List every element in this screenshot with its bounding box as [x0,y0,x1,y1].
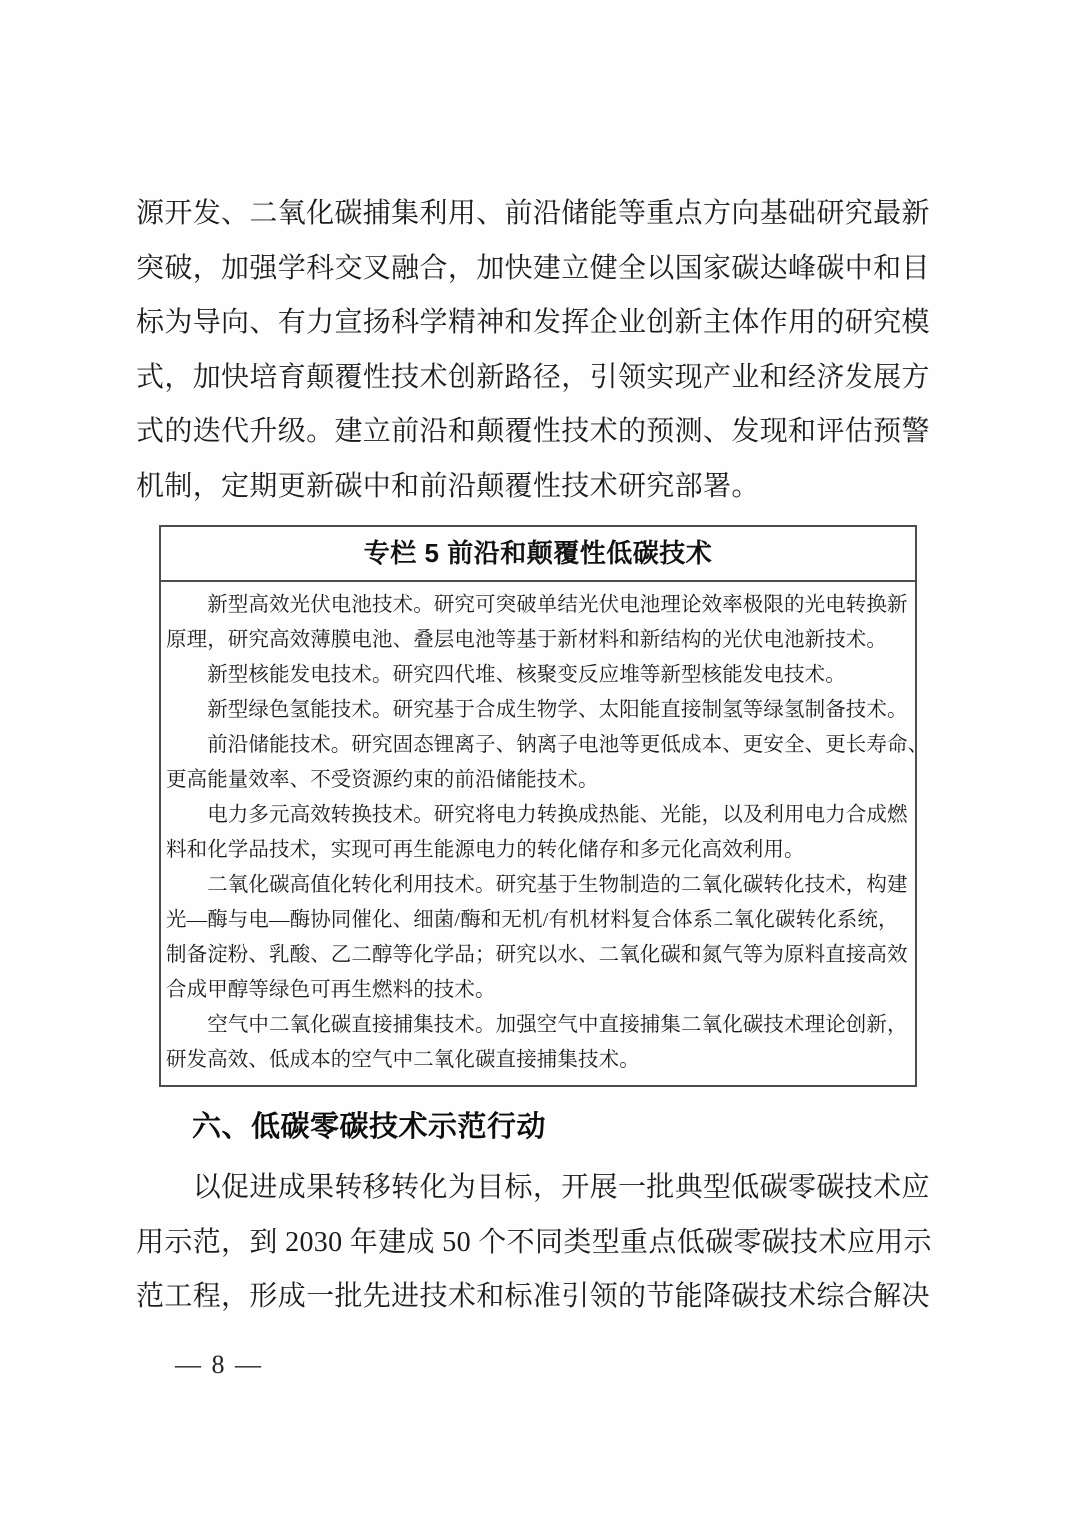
callout-line: 原理，研究高效薄膜电池、叠层电池等基于新材料和新结构的光伏电池新技术。 [166,629,887,651]
callout-line: 前沿储能技术。研究固态锂离子、钠离子电池等更低成本、更安全、更长寿命、 [166,734,929,756]
paragraph-line: 突破，加强学科交叉融合，加快建立健全以国家碳达峰碳中和目 [136,252,930,284]
callout-line: 光—酶与电—酶协同催化、细菌/酶和无机/有机材料复合体系二氧化碳转化系统， [166,909,899,931]
paragraph-line: 范工程，形成一批先进技术和标准引领的节能降碳技术综合解决 [136,1281,930,1312]
callout-line: 更高能量效率、不受资源约束的前沿储能技术。 [166,769,599,791]
callout-line: 合成甲醇等绿色可再生燃料的技术。 [166,979,496,1001]
callout-box [159,525,929,1087]
callout-box-body [161,582,929,1078]
callout-line: 制备淀粉、乳酸、乙二醇等化学品；研究以水、二氧化碳和氮气等为原料直接高效 [166,944,908,966]
paragraph-bottom [136,1161,946,1325]
callout-line: 新型核能发电技术。研究四代堆、核聚变反应堆等新型核能发电技术。 [166,664,846,686]
paragraph-line: 以促进成果转移转化为目标，开展一批典型低碳零碳技术应 [136,1172,930,1203]
callout-line: 新型绿色氢能技术。研究基于合成生物学、太阳能直接制氢等绿氢制备技术。 [166,699,908,721]
paragraph-line: 源开发、二氧化碳捕集利用、前沿储能等重点方向基础研究最新 [136,198,930,229]
callout-line: 研发高效、低成本的空气中二氧化碳直接捕集技术。 [166,1049,640,1071]
section-heading: 六、低碳零碳技术示范行动 [192,1111,547,1143]
callout-line: 料和化学品技术，实现可再生能源电力的转化储存和多元化高效利用。 [166,839,805,861]
paragraph-line: 式，加快培育颠覆性技术创新路径，引领实现产业和经济发展方 [136,361,930,393]
page-number: — 8 — [175,1350,263,1379]
paragraph-line: 机制，定期更新碳中和前沿颠覆性技术研究部署。 [136,470,760,502]
paragraph-top [136,187,946,514]
paragraph-line: 式的迭代升级。建立前沿和颠覆性技术的预测、发现和评估预警 [136,416,930,447]
callout-line: 电力多元高效转换技术。研究将电力转换成热能、光能，以及利用电力合成燃 [166,804,908,826]
paragraph-line: 用示范，到 2030 年建成 50 个不同类型重点低碳零碳技术应用示 [136,1226,932,1258]
callout-line: 新型高效光伏电池技术。研究可突破单结光伏电池理论效率极限的光电转换新 [166,594,908,616]
paragraph-line: 标为导向、有力宣扬科学精神和发挥企业创新主体作用的研究模 [136,307,930,338]
callout-box-title: 专栏 5 前沿和颠覆性低碳技术 [161,527,915,582]
callout-line: 二氧化碳高值化转化利用技术。研究基于生物制造的二氧化碳转化技术，构建 [166,874,908,896]
callout-line: 空气中二氧化碳直接捕集技术。加强空气中直接捕集二氧化碳技术理论创新， [166,1014,908,1036]
